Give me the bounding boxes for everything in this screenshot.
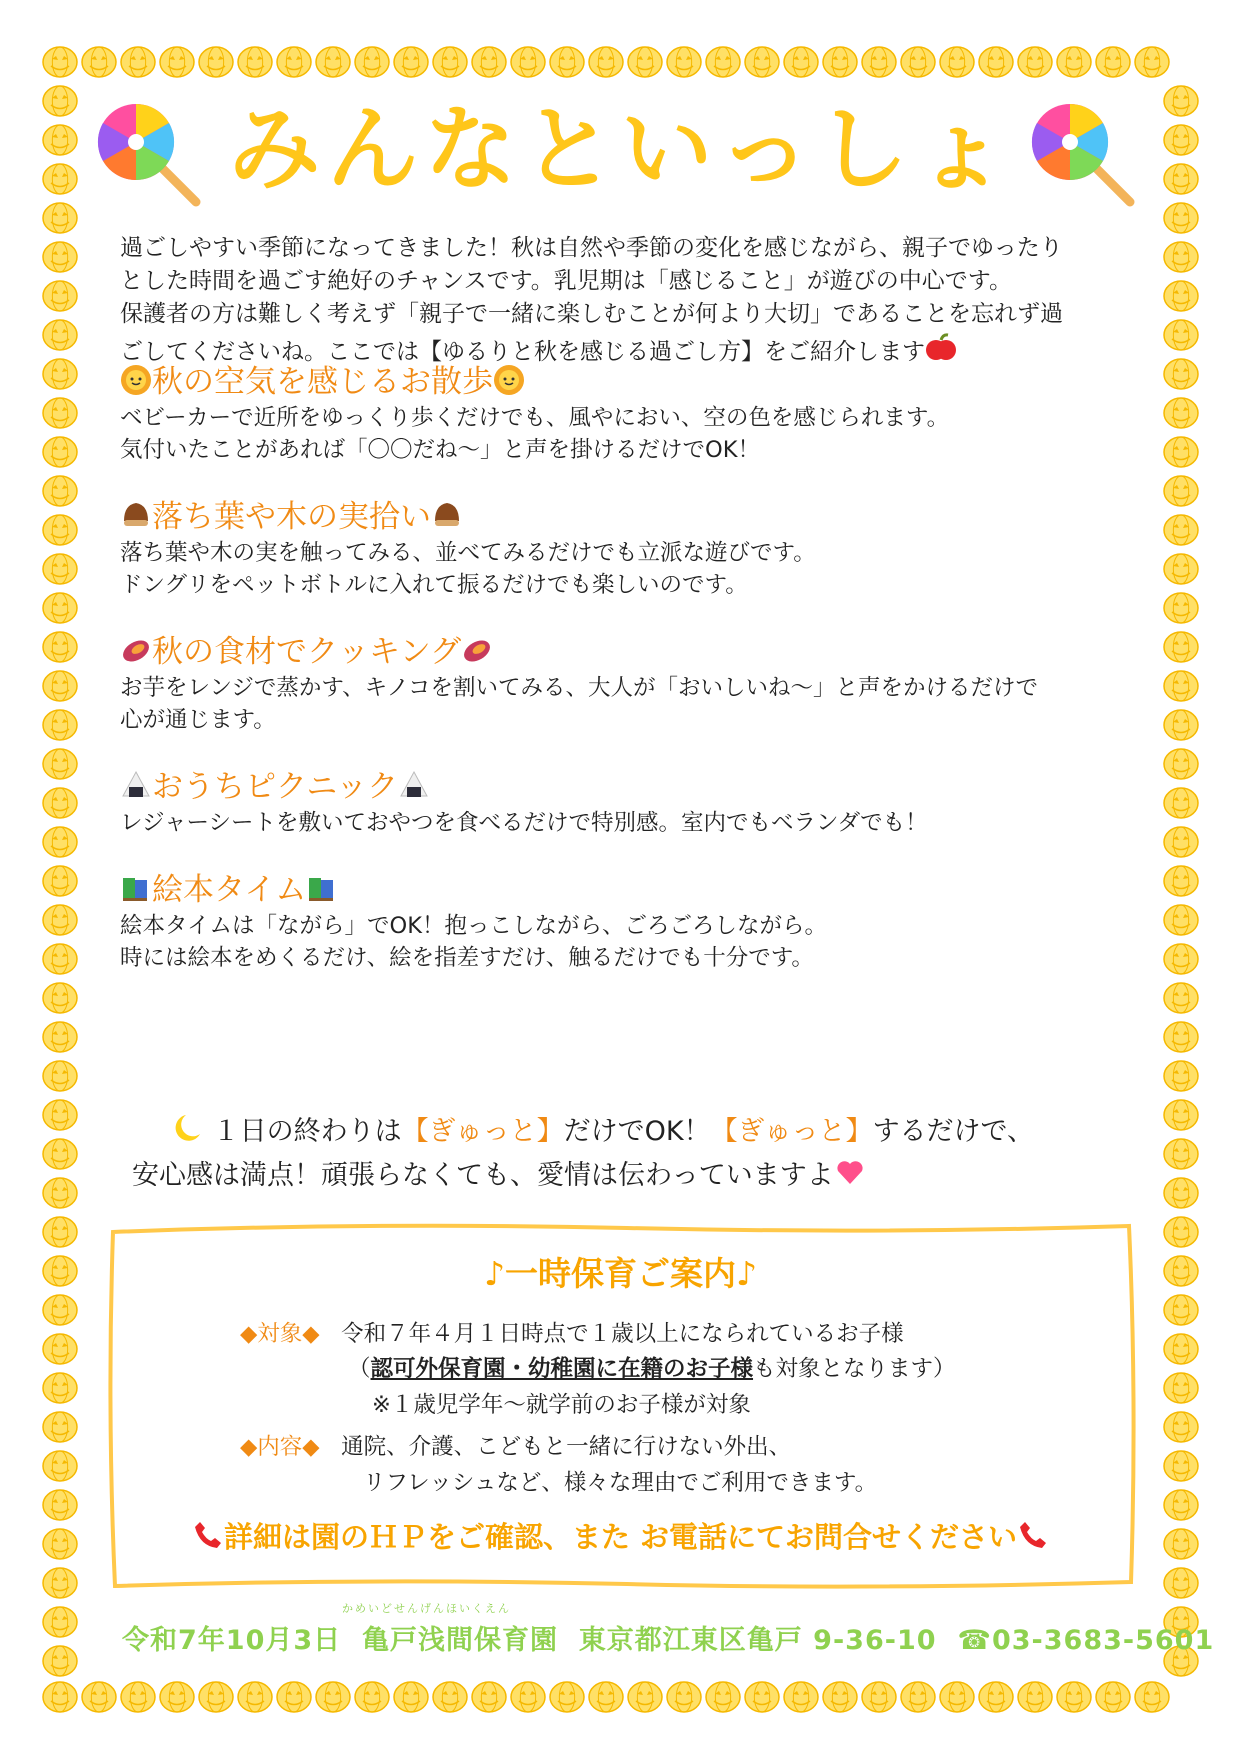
pumpkin-icon [472,1682,506,1712]
pumpkin-icon [1164,827,1198,857]
pumpkin-icon [628,47,662,77]
pumpkin-icon [43,1100,77,1130]
pumpkin-icon [43,476,77,506]
pumpkin-icon [472,47,506,77]
pumpkin-icon [43,1139,77,1169]
pumpkin-icon [433,47,467,77]
pumpkin-icon [43,827,77,857]
crescent-moon-icon [172,1112,204,1144]
content-row: ◆内容◆ 通院、介護、こどもと一緒に行けない外出、 [240,1434,792,1460]
pumpkin-icon [1164,1100,1198,1130]
pumpkin-icon [1057,47,1091,77]
nursery-ruby: かめいどせんげんほいくえん [342,1602,511,1615]
section-title-cooking: 秋の食材でクッキング [120,632,493,672]
pumpkin-icon [43,1412,77,1442]
pumpkin-icon [1164,1373,1198,1403]
chestnut-icon [120,499,152,531]
pumpkin-icon [43,710,77,740]
pumpkin-icon [862,47,896,77]
pumpkin-icon [1164,359,1198,389]
contact-message: 詳細は園のＨＰをご確認、また お電話にてお問合せください [0,1515,1241,1556]
pumpkin-icon [862,1682,896,1712]
pumpkin-icon [1164,242,1198,272]
pumpkin-icon [979,1682,1013,1712]
pumpkin-icon [43,866,77,896]
pumpkin-icon [394,47,428,77]
pumpkin-icon [43,437,77,467]
pumpkin-icon [199,1682,233,1712]
pumpkin-icon [1164,866,1198,896]
pumpkin-icon [1164,944,1198,974]
footer-nursery: 亀戸浅間保育園 [361,1625,558,1656]
pumpkin-icon [1164,1295,1198,1325]
pumpkin-icon [1164,554,1198,584]
pumpkin-icon [1164,437,1198,467]
pumpkin-icon [1018,1682,1052,1712]
pumpkin-icon [1164,788,1198,818]
section-body-nuts: 落ち葉や木の実を触ってみる、並べてみるだけでも立派な遊びです。 ドングリをペットボトルに入れて振るだけでも楽しいのです。 [120,540,816,598]
section-body-picnic: レジャーシートを敷いておやつを食べるだけで特別感。室内でもベランダでも！ [120,810,928,836]
pumpkin-icon [1096,1682,1130,1712]
intro-text [120,232,1150,369]
pumpkin-icon [43,554,77,584]
pumpkin-icon [43,320,77,350]
pumpkin-icon [82,47,116,77]
pumpkin-icon [43,1022,77,1052]
pumpkin-icon [823,47,857,77]
intro-line: とした時間を過ごす絶好のチャンスです。乳児期は「感じること」が遊びの中心です。 [120,268,1012,294]
pumpkin-icon [1164,1451,1198,1481]
sun-face-icon [120,364,152,396]
sweet-potato-icon [461,634,493,666]
pumpkin-icon [823,1682,857,1712]
pumpkin-icon [43,983,77,1013]
pumpkin-icon [1164,1022,1198,1052]
sun-face-icon [493,364,525,396]
pumpkin-icon [43,1295,77,1325]
pumpkin-icon [901,47,935,77]
pumpkin-icon [43,671,77,701]
pumpkin-icon [784,47,818,77]
pumpkin-icon [1164,983,1198,1013]
pumpkin-icon [43,398,77,428]
books-icon [120,872,152,904]
pumpkin-icon [1164,1217,1198,1247]
pumpkin-icon [1164,1412,1198,1442]
pumpkin-icon [43,1334,77,1364]
pumpkin-icon [1164,1139,1198,1169]
intro-line: 過ごしやすい季節になってきました！秋は自然や季節の変化を感じながら、親子でゆったり [120,235,1063,261]
pumpkin-icon [43,593,77,623]
pumpkin-icon [43,281,77,311]
pumpkin-icon [238,47,272,77]
page-title: みんなといっしょ [228,96,1013,203]
pumpkin-icon [1135,1682,1169,1712]
pumpkin-icon [1018,47,1052,77]
pumpkin-icon [43,1373,77,1403]
pumpkin-icon [43,47,77,77]
pumpkin-icon [589,1682,623,1712]
pumpkin-icon [706,47,740,77]
section-title-books: 絵本タイム [120,870,338,910]
pumpkin-icon [550,47,584,77]
pumpkin-icon [511,47,545,77]
section-body-walk: ベビーカーで近所をゆっくり歩くだけでも、風やにおい、空の色を感じられます。 気付いたことがあれば「〇〇だね～」と声を掛けるだけでOK！ [120,405,950,463]
section-body-books: 絵本タイムは「ながら」でOK！抱っこしながら、ごろごろしながら。 時には絵本をめくるだけ、絵を指差すだけ、触るだけでも十分です。 [120,913,828,971]
pumpkin-icon [43,1646,77,1676]
pumpkin-icon [979,47,1013,77]
pumpkin-icon [1164,632,1198,662]
pumpkin-icon [121,1682,155,1712]
pumpkin-icon [940,1682,974,1712]
pumpkin-icon [355,1682,389,1712]
phone-icon [192,1519,224,1551]
pumpkin-icon [784,1682,818,1712]
section-title-picnic: おうちピクニック [120,767,430,807]
pumpkin-icon [1164,398,1198,428]
pumpkin-icon [1164,1568,1198,1598]
pumpkin-icon [706,1682,740,1712]
pumpkin-icon [43,1061,77,1091]
closing-message: １日の終わりは【ぎゅっと】だけでOK！【ぎゅっと】するだけで、 安心感は満点！頑張らなくても、愛情は伝わっていますよ [132,1110,1132,1198]
pumpkin-icon [316,1682,350,1712]
pumpkin-icon [901,1682,935,1712]
pumpkin-icon [43,1568,77,1598]
pumpkin-icon [43,788,77,818]
pumpkin-icon [43,632,77,662]
pumpkin-icon [43,944,77,974]
info-box-title: ♪一時保育ご案内♪ [483,1254,758,1293]
section-title-walk: 秋の空気を感じるお散歩 [120,362,525,402]
pumpkin-icon [1135,47,1169,77]
rice-ball-icon [120,769,152,801]
pumpkin-icon [160,47,194,77]
heart-icon [834,1156,866,1188]
intro-line: 保護者の方は難しく考えず「親子で一緒に楽しむことが何より大切」であることを忘れず過 [120,301,1063,327]
pumpkin-icon [43,749,77,779]
pumpkin-icon [511,1682,545,1712]
pumpkin-icon [745,47,779,77]
pumpkin-icon [628,1682,662,1712]
pumpkin-icon [43,242,77,272]
pumpkin-icon [394,1682,428,1712]
pumpkin-icon [1164,515,1198,545]
pumpkin-icon [1164,671,1198,701]
pumpkin-icon [1164,320,1198,350]
pumpkin-icon [550,1682,584,1712]
pumpkin-icon [43,359,77,389]
pumpkin-icon [1164,476,1198,506]
target-row: ◆対象◆ 令和７年４月１日時点で１歳以上になられているお子様 [240,1321,904,1347]
pumpkin-icon [1057,1682,1091,1712]
pumpkin-icon [667,47,701,77]
pumpkin-icon [1164,281,1198,311]
pumpkin-icon [199,47,233,77]
pumpkin-icon [43,1682,77,1712]
pumpkin-icon [277,1682,311,1712]
pumpkin-icon [745,1682,779,1712]
pumpkin-icon [43,515,77,545]
pumpkin-icon [1164,749,1198,779]
footer-phone: ☎03-3683-5601 [957,1625,1215,1656]
pumpkin-icon [43,905,77,935]
pumpkin-icon [1164,593,1198,623]
pumpkin-icon [667,1682,701,1712]
footer-date: 令和7年10月3日 [122,1625,342,1656]
pumpkin-icon [238,1682,272,1712]
section-body-cooking: お芋をレンジで蒸かす、キノコを割いてみる、大人が「おいしいね～」と声をかけるだけで 心が通じます。 [120,675,1039,733]
footer-info [122,1618,1214,1657]
target-age-note: ※１歳児学年～就学前のお子様が対象 [372,1392,751,1418]
sweet-potato-icon [120,634,152,666]
pumpkin-icon [277,47,311,77]
pumpkin-icon [43,1217,77,1247]
pumpkin-icon [43,1607,77,1637]
pumpkin-icon [121,47,155,77]
pumpkin-icon [355,47,389,77]
intro-line: ごしてくださいね。ここでは【ゆるりと秋を感じる過ごし方】をご紹介します [120,331,1150,369]
phone-icon [1017,1519,1049,1551]
pumpkin-icon [940,47,974,77]
pumpkin-icon [1164,1178,1198,1208]
pumpkin-icon [1164,1334,1198,1364]
books-icon [306,872,338,904]
rice-ball-icon [398,769,430,801]
pumpkin-icon [316,47,350,77]
apple-icon [925,331,957,363]
footer-address: 東京都江東区亀戸 9-36-10 [578,1625,937,1656]
pumpkin-icon [1096,47,1130,77]
content-row-2: リフレッシュなど、様々な理由でご利用できます。 [363,1470,878,1496]
pumpkin-icon [1164,1061,1198,1091]
pumpkin-icon [82,1682,116,1712]
pumpkin-icon [589,47,623,77]
pumpkin-icon [160,1682,194,1712]
target-note: （認可外保育園・幼稚園に在籍のお子様も対象となります） [348,1356,956,1382]
pumpkin-icon [433,1682,467,1712]
pumpkin-icon [1164,905,1198,935]
chestnut-icon [431,499,463,531]
pumpkin-icon [1164,710,1198,740]
pumpkin-icon [43,1451,77,1481]
section-title-nuts: 落ち葉や木の実拾い [120,497,463,537]
pumpkin-icon [43,1178,77,1208]
